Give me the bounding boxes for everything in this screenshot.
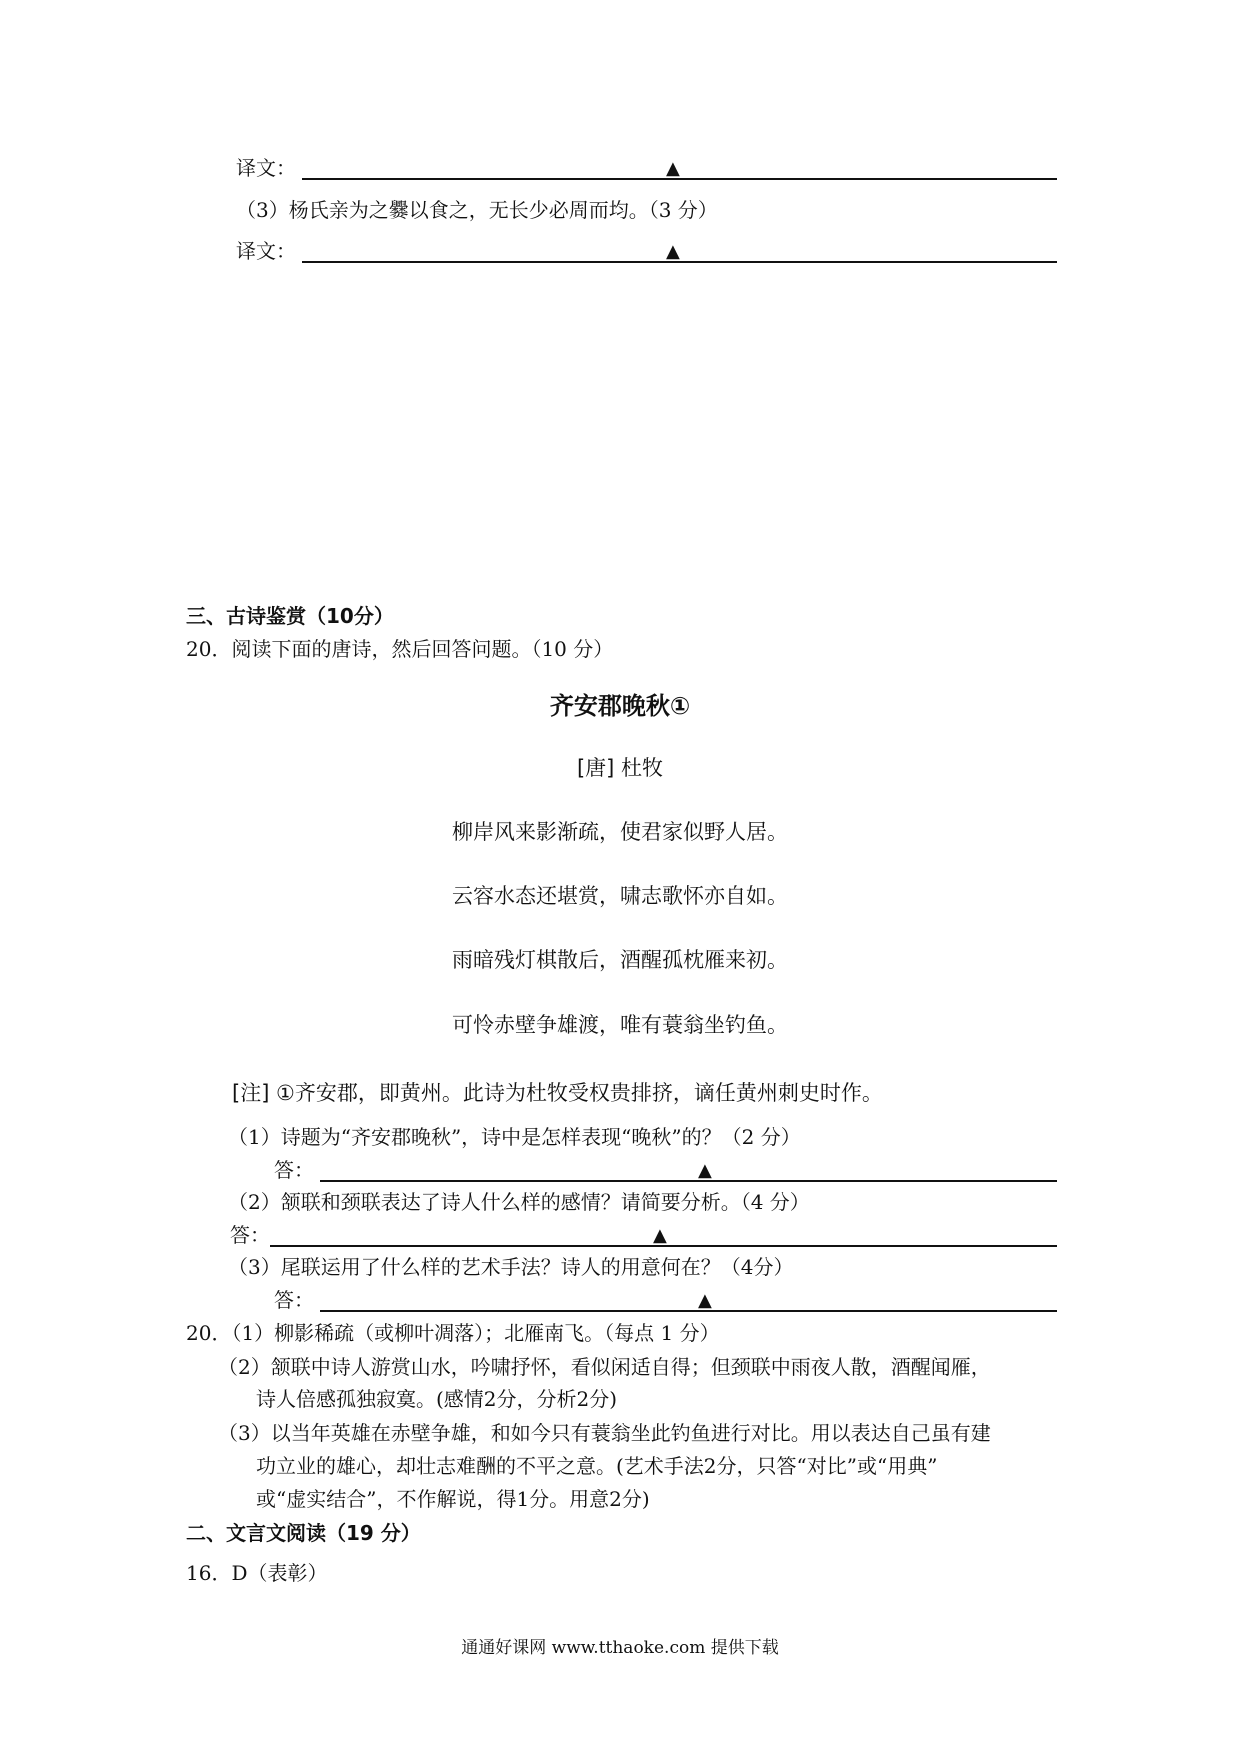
answer-marker-2: ▲	[653, 1225, 667, 1246]
answer-key-2-line1: （2）颔联中诗人游赏山水，吟啸抒怀，看似闲适自得；但颈联中雨夜人散，酒醒闻雁，	[218, 1355, 991, 1379]
answer-label-2: 答：	[230, 1223, 270, 1247]
poem-author: [唐] 杜牧	[576, 756, 664, 780]
answer-key-3-line1: （3）以当年英雄在赤壁争雄，和如今只有蓑翁坐此钓鱼进行对比。用以表达自己虽有建	[218, 1421, 991, 1445]
answer-key-3-line3: 或“虚实结合”，不作解说，得1分。用意2分)	[256, 1487, 650, 1511]
answer-key-3-line2: 功立业的雄心，却壮志难酬的不平之意。(艺术手法2分，只答“对比”或“用典”	[256, 1454, 938, 1478]
answer-label-3: 答：	[274, 1288, 314, 1312]
poem-note: [注] ①齐安郡，即黄州。此诗为杜牧受权贵排挤，谪任黄州刺史时作。	[232, 1081, 883, 1105]
poem-line: 云容水态还堪赏，啸志歌怀亦自如。	[452, 884, 788, 908]
answer-marker-q3: ▲	[666, 241, 680, 262]
translation-label-q2: 译文：	[236, 156, 296, 180]
poem-line: 可怜赤壁争雄渡，唯有蓑翁坐钓鱼。	[452, 1013, 788, 1037]
answer-line-1[interactable]	[320, 1180, 1057, 1182]
section-heading-classical: 二、文言文阅读（19 分）	[186, 1521, 421, 1545]
page-footer: 通通好课网 www.tthaoke.com 提供下载	[461, 1638, 779, 1658]
subquestion-2: （2）颔联和颈联表达了诗人什么样的感情？请简要分析。（4 分）	[228, 1190, 810, 1214]
question-prompt-q3: （3）杨氏亲为之爨以食之，无长少必周而均。（3 分）	[236, 198, 718, 222]
answer-marker-1: ▲	[698, 1160, 712, 1181]
subquestion-1: （1）诗题为“齐安郡晚秋”，诗中是怎样表现“晚秋”的？（2 分）	[228, 1125, 801, 1149]
answer-marker-q2: ▲	[666, 158, 680, 179]
answer-key-1: 20．（1）柳影稀疏（或柳叶凋落）；北雁南飞。（每点 1 分）	[186, 1321, 720, 1345]
answer-marker-3: ▲	[698, 1290, 712, 1311]
answer-key-2-line2: 诗人倍感孤独寂寞。(感情2分，分析2分)	[256, 1387, 618, 1411]
answer-line-3[interactable]	[320, 1310, 1057, 1312]
translation-label-q3: 译文：	[236, 239, 296, 263]
poem-line: 雨暗残灯棋散后，酒醒孤枕雁来初。	[452, 948, 788, 972]
answer-key-16: 16．D（表彰）	[186, 1561, 328, 1585]
subquestion-3: （3）尾联运用了什么样的艺术手法？诗人的用意何在？（4分）	[228, 1255, 794, 1279]
poem-title: 齐安郡晚秋①	[549, 692, 691, 720]
answer-label-1: 答：	[274, 1158, 314, 1182]
question-prompt-20: 20．阅读下面的唐诗，然后回答问题。（10 分）	[186, 637, 614, 661]
poem-line: 柳岸风来影渐疏，使君家似野人居。	[452, 820, 788, 844]
section-heading-poetry: 三、古诗鉴赏（10分）	[186, 604, 394, 628]
